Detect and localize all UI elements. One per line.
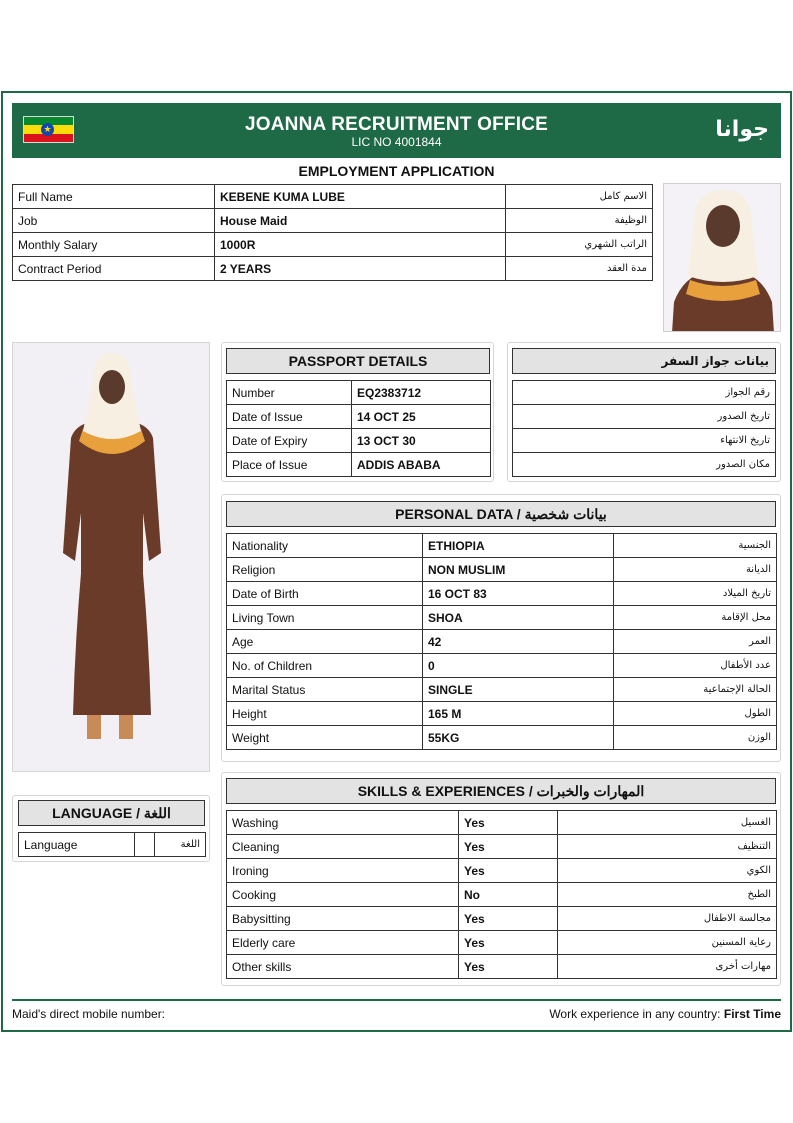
row-label: Elderly care [227,931,459,955]
table-row [227,558,777,582]
row-label: Cooking [227,883,459,907]
row-label-arabic: الكوي [558,859,777,883]
row-label: Place of Issue [227,453,352,477]
table-row [227,654,777,678]
row-value: 1000R [215,233,506,257]
row-label-arabic: رقم الجواز [513,381,776,405]
row-label-arabic: مدة العقد [506,257,653,281]
row-label-arabic: عدد الأطفال [614,654,777,678]
row-label: Contract Period [13,257,215,281]
work-experience-value: First Time [723,1007,781,1021]
row-label-arabic: الوظيفة [506,209,653,233]
mobile-number-label: Maid's direct mobile number: [12,1007,166,1021]
row-value: ETHIOPIA [423,534,614,558]
row-label-arabic: مهارات أخرى [558,955,777,979]
table-row [227,630,777,654]
row-label: Date of Issue [227,405,352,429]
table-row [513,429,776,453]
arabic-brand: جوانا [715,117,769,142]
table-row [227,859,777,883]
row-label-arabic: العمر [614,630,777,654]
table-row [227,835,777,859]
row-label: Number [227,381,352,405]
table-row [227,453,491,477]
row-value: EQ2383712 [352,381,491,405]
row-value: Yes [459,835,558,859]
table-row [227,883,777,907]
table-row [13,185,653,209]
full-body-illustration [13,343,210,772]
table-row [227,702,777,726]
skills-table [226,810,777,979]
table-row [227,405,491,429]
row-value: Yes [459,907,558,931]
table-row [227,534,777,558]
row-label: Monthly Salary [13,233,215,257]
row-label: Job [13,209,215,233]
row-label-arabic: الاسم كامل [506,185,653,209]
table-row [513,405,776,429]
row-label-arabic: الحالة الإجتماعية [614,678,777,702]
table-row [13,257,653,281]
row-label-arabic: الطول [614,702,777,726]
row-label: Marital Status [227,678,423,702]
row-label: Ironing [227,859,459,883]
table-row [13,233,653,257]
work-experience-label: Work experience in any country: [549,1007,721,1021]
row-value: Yes [459,811,558,835]
table-row [227,955,777,979]
row-label-arabic: تاريخ الانتهاء [513,429,776,453]
row-value: Yes [459,931,558,955]
language-value [135,833,155,857]
row-value: Yes [459,859,558,883]
row-value: SINGLE [423,678,614,702]
row-label: No. of Children [227,654,423,678]
row-value: 14 OCT 25 [352,405,491,429]
row-label: Living Town [227,606,423,630]
table-row [513,453,776,477]
row-label-arabic: تاريخ الميلاد [614,582,777,606]
row-label-arabic: الراتب الشهري [506,233,653,257]
row-label-arabic: التنظيف [558,835,777,859]
row-label-arabic: رعاية المسنين [558,931,777,955]
row-label-arabic: الجنسية [614,534,777,558]
work-experience [549,1007,781,1021]
row-value: House Maid [215,209,506,233]
footer-divider [12,999,781,1001]
table-row [227,726,777,750]
row-value: 2 YEARS [215,257,506,281]
row-value: NON MUSLIM [423,558,614,582]
row-value: Yes [459,955,558,979]
table-row [227,907,777,931]
table-row [227,606,777,630]
portrait-photo [663,183,781,332]
row-value: 55KG [423,726,614,750]
passport-table [226,380,491,477]
row-label: Weight [227,726,423,750]
table-row [227,381,491,405]
row-label-arabic: محل الإقامة [614,606,777,630]
portrait-illustration [664,184,781,332]
row-value: 16 OCT 83 [423,582,614,606]
row-label-arabic: الطبخ [558,883,777,907]
row-value: KEBENE KUMA LUBE [215,185,506,209]
row-value: 0 [423,654,614,678]
row-label: Cleaning [227,835,459,859]
office-name: JOANNA RECRUITMENT OFFICE [244,114,549,135]
table-row [513,381,776,405]
row-label: Height [227,702,423,726]
row-label: Other skills [227,955,459,979]
table-row [227,678,777,702]
row-label: Nationality [227,534,423,558]
row-label: Date of Birth [227,582,423,606]
row-label-arabic: اللغة [155,833,206,857]
table-row [227,931,777,955]
header-banner [12,103,781,158]
row-label-arabic: مجالسة الاطفال [558,907,777,931]
personal-data-title: PERSONAL DATA / بيانات شخصية [226,501,776,527]
row-label-arabic: الديانة [614,558,777,582]
row-label-arabic: الغسيل [558,811,777,835]
row-label: Babysitting [227,907,459,931]
passport-arabic-table [512,380,776,477]
ethiopia-flag-icon: ★ [23,116,74,143]
table-row [19,833,206,857]
row-label: Full Name [13,185,215,209]
row-label-arabic: تاريخ الصدور [513,405,776,429]
row-label: Language [19,833,135,857]
row-value: 13 OCT 30 [352,429,491,453]
table-row [13,209,653,233]
row-value: 165 M [423,702,614,726]
passport-title-arabic: بيانات جواز السفر [512,348,776,374]
table-row [227,582,777,606]
page-title: EMPLOYMENT APPLICATION [298,163,495,179]
table-row [227,429,491,453]
table-row [227,811,777,835]
row-value: ADDIS ABABA [352,453,491,477]
passport-title: PASSPORT DETAILS [226,348,490,374]
row-label: Age [227,630,423,654]
summary-table [12,184,653,281]
skills-title: SKILLS & EXPERIENCES / المهارات والخبرات [226,778,776,804]
row-label-arabic: مكان الصدور [513,453,776,477]
row-label: Religion [227,558,423,582]
row-value: No [459,883,558,907]
license-number: LIC NO 4001844 [351,135,442,149]
personal-data-table [226,533,777,750]
row-value: 42 [423,630,614,654]
language-table [18,832,206,857]
row-label: Date of Expiry [227,429,352,453]
full-body-photo [12,342,210,772]
row-label-arabic: الوزن [614,726,777,750]
row-label: Washing [227,811,459,835]
row-value: SHOA [423,606,614,630]
language-title: LANGUAGE / اللغة [18,800,205,826]
